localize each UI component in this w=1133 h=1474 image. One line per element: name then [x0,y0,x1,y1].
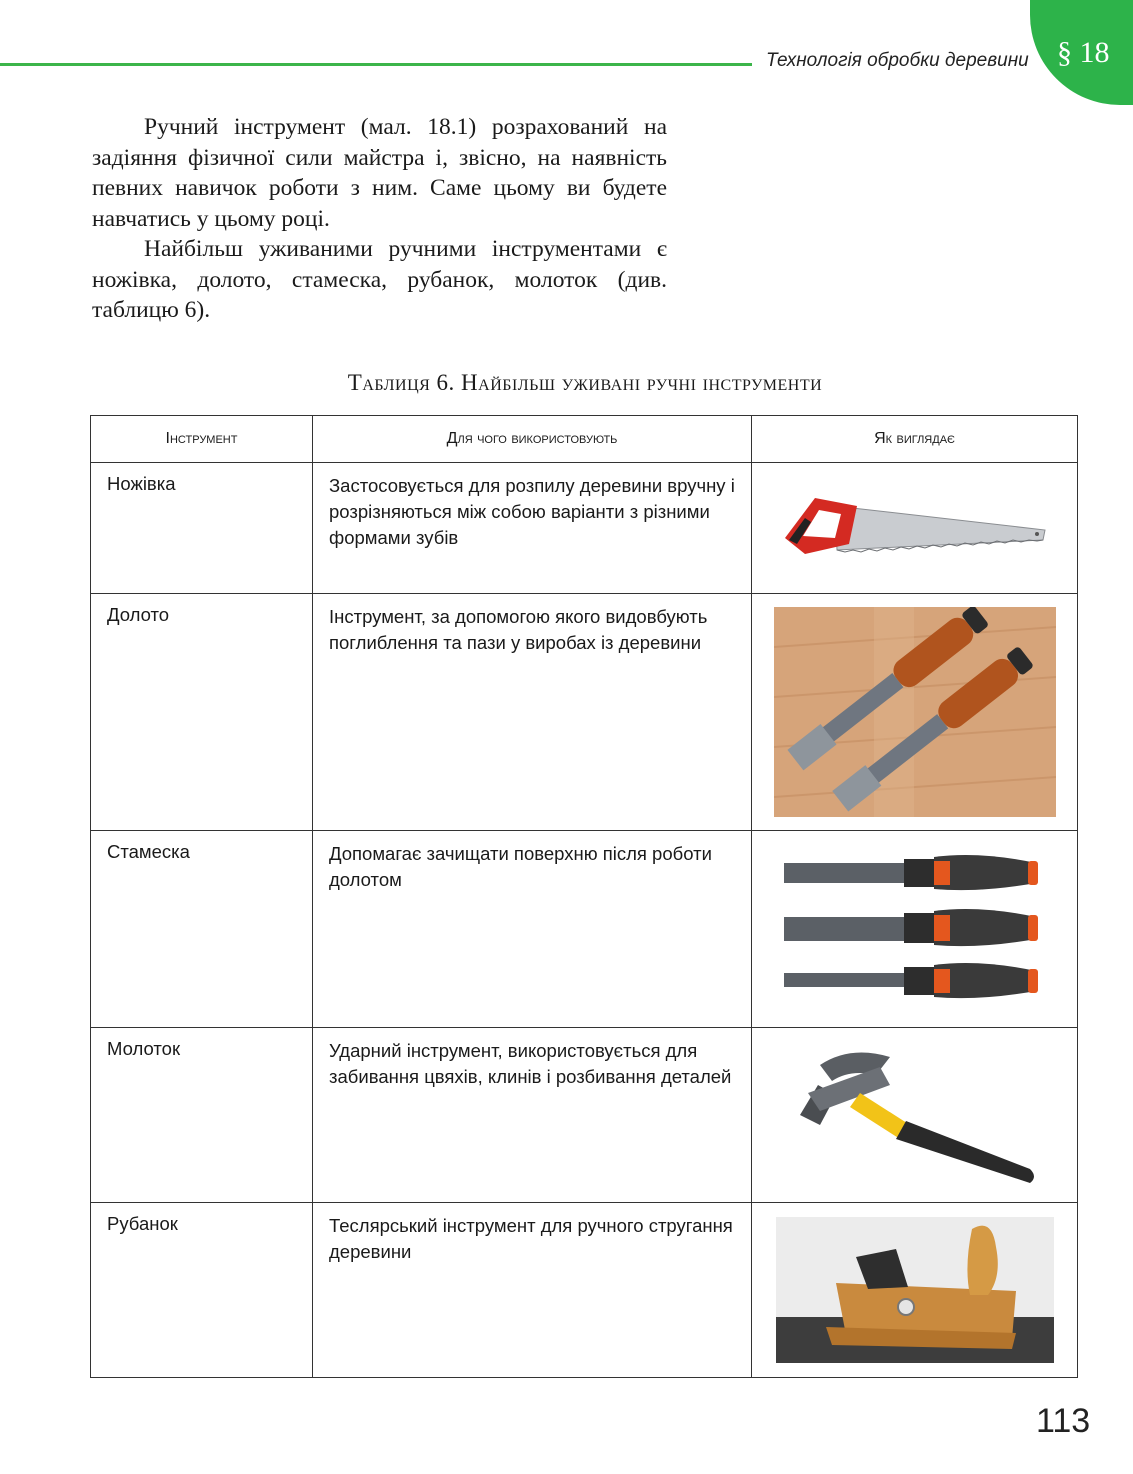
table-row [91,831,1078,1028]
running-header: Технологія обробки деревини [766,50,1029,71]
table-header-row [91,416,1078,463]
header-tool: Інструмент [91,416,313,463]
tool-name: Долото [91,594,313,831]
saw-image [752,463,1078,594]
section-number: § 18 [1057,36,1110,69]
tool-name: Рубанок [91,1203,313,1378]
tool-use: Інструмент, за допомогою якого видовбують поглиблення та пази у виробах із деревини [313,594,752,831]
table-row [91,594,1078,831]
header-rule [0,63,752,66]
tool-name: Ножівка [91,463,313,594]
hammer-image [752,1028,1078,1203]
tool-use: Ударний інструмент, використовується для забивання цвяхів, клинів і розбивання деталей [313,1028,752,1203]
tool-name: Молоток [91,1028,313,1203]
table-caption: Таблиця 6. Найбільш уживані ручні інструменти [347,370,823,395]
chisel-image [752,594,1078,831]
table-row [91,1203,1078,1378]
tool-name: Стамеска [91,831,313,1028]
plane-image [752,1203,1078,1378]
page-number: 113 [1036,1402,1091,1440]
intro-paragraph-2: Найбільш уживаними ручними інструментами є ножівка, долото, стамеска, рубанок, молоток (див. таблицю 6). [92,236,667,323]
tool-use: Теслярський інструмент для ручного стругання деревини [313,1203,752,1378]
wood-chisel-set-image [752,831,1078,1028]
header-appearance: Як виглядає [752,416,1078,463]
tool-use: Допомагає зачищати поверхню після роботи долотом [313,831,752,1028]
table-row [91,463,1078,594]
tools-table [90,415,1078,1378]
tool-use: Застосовується для розпилу деревини вручну і розрізняються між собою варіанти з різними формами зубів [313,463,752,594]
header-purpose: Для чого використовують [313,416,752,463]
table-row [91,1028,1078,1203]
intro-text [92,112,667,326]
intro-paragraph-1: Ручний інструмент (мал. 18.1) розрахований на задіяння фізичної сили майстра і, звісно, на наявність певних навичок роботи з ним. Саме цьому ви будете навчатись у цьому році. [92,114,667,232]
